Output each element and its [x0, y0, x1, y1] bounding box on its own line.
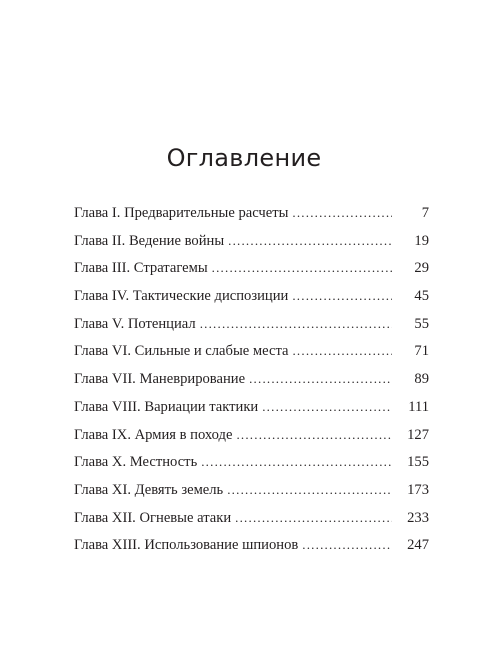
toc-entry-title: Глава XII. Огневые атаки [74, 509, 232, 526]
dot-leader [212, 260, 392, 276]
toc-entry-page: 45 [414, 288, 429, 305]
dot-leader [228, 233, 392, 249]
toc-entry-title: Глава XI. Девять земель [74, 481, 224, 498]
toc-entry[interactable] [74, 510, 429, 538]
toc-entry-page: 89 [414, 371, 429, 388]
toc-entry-page: 111 [408, 398, 429, 415]
toc-entry-page: 173 [407, 481, 429, 498]
toc-entry-page: 71 [414, 343, 429, 360]
page-title: Оглавление [166, 144, 322, 173]
toc-entry-page: 55 [414, 315, 429, 332]
table-of-contents [74, 205, 429, 565]
toc-entry[interactable] [74, 427, 429, 455]
toc-entry[interactable] [74, 371, 429, 399]
toc-entry-page: 7 [421, 205, 429, 221]
toc-entry-title: Глава IV. Тактические диспозиции [74, 288, 289, 305]
toc-entry-page: 155 [407, 454, 429, 471]
toc-entry-title: Глава II. Ведение войны [74, 232, 225, 249]
dot-leader [292, 343, 392, 359]
toc-entry-title: Глава I. Предварительные расчеты [74, 205, 289, 221]
toc-entry-page: 29 [414, 260, 429, 277]
dot-leader [200, 316, 392, 332]
toc-entry-title: Глава X. Местность [74, 454, 198, 471]
toc-entry-title: Глава VII. Маневрирование [74, 371, 246, 388]
toc-entry-title: Глава XIII. Использование шпионов [74, 537, 299, 554]
dot-leader [235, 510, 392, 526]
toc-entry-title: Глава VIII. Вариации тактики [74, 398, 259, 415]
toc-entry[interactable] [74, 288, 429, 316]
dot-leader [236, 427, 392, 443]
toc-entry[interactable] [74, 454, 429, 482]
toc-entry-page: 233 [407, 509, 429, 526]
toc-entry-title: Глава IX. Армия в походе [74, 426, 233, 443]
toc-entry-title: Глава VI. Сильные и слабые места [74, 343, 289, 360]
dot-leader [262, 399, 392, 415]
toc-entry-page: 247 [407, 537, 429, 554]
toc-entry[interactable] [74, 233, 429, 261]
toc-entry-title: Глава III. Стратагемы [74, 260, 208, 277]
dot-leader [227, 482, 392, 498]
toc-entry[interactable] [74, 205, 429, 233]
dot-leader [201, 454, 392, 470]
dot-leader [302, 537, 392, 553]
dot-leader [292, 205, 392, 221]
toc-entry[interactable] [74, 343, 429, 371]
toc-entry[interactable] [74, 482, 429, 510]
toc-entry[interactable] [74, 260, 429, 288]
dot-leader [249, 371, 392, 387]
toc-entry[interactable] [74, 537, 429, 565]
toc-entry[interactable] [74, 316, 429, 344]
toc-entry-page: 19 [414, 232, 429, 249]
toc-entry[interactable] [74, 399, 429, 427]
toc-entry-title: Глава V. Потенциал [74, 315, 196, 332]
dot-leader [292, 288, 392, 304]
toc-entry-page: 127 [407, 426, 429, 443]
